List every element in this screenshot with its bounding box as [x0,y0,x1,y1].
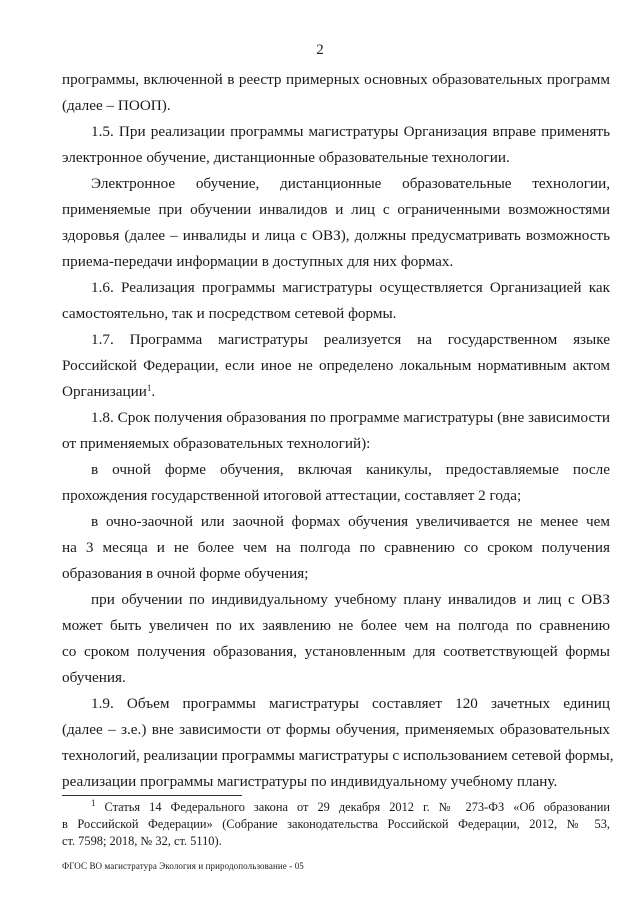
text-line: приема-передачи информации в доступных для них формах. [62,253,454,270]
paragraph-p1_9 [62,691,614,795]
footnote-line: в Российской Федерации» (Собрание законодательства Российской Федерации, 2012, № 53, [62,817,610,831]
text-line: при обучении по индивидуальному учебному плану инвалидов и лиц с ОВЗ [91,591,610,608]
text-line: на 3 месяца и не более чем на полгода по сравнению со сроком получения [62,539,610,556]
text-line: 1.7. Программа магистратуры реализуется на государственном языке [91,331,610,348]
paragraph-p1_7 [62,327,610,405]
text-line: программы, включенной в реестр примерных основных образовательных программ [62,71,610,88]
footnote [62,799,610,850]
footnote-line: $^1$ Статья 14 Федерального закона от 29 декабря 2012 г. № 273-ФЗ «Об образовании [91,798,610,814]
paragraph-p0 [62,67,610,119]
text-line: от применяемых образовательных технологий): [62,435,371,452]
paragraph-p1_5 [62,119,610,171]
text-line: реализации программы магистратуры по индивидуальному учебному плану. [62,773,558,790]
text-line: Российской Федерации, если иное не определено локальным нормативным актом [62,357,610,374]
text-line: технологий, реализации программы магистратуры с использованием сетевой формы, [62,747,614,764]
paragraph-p1_8a [62,457,610,509]
text-line: может быть увеличен по их заявлению не более чем на полгода по сравнению [62,617,610,634]
text-line: 1.8. Срок получения образования по программе магистратуры (вне зависимости [91,409,610,426]
page-footer: ФГОС ВО магистратура Экология и природопользование - 05 [62,861,304,871]
text-line: обучения. [62,669,126,686]
text-line: (далее – ПООП). [62,97,171,114]
footnote-reference: 1 [146,383,152,393]
text-line: в очной форме обучения, включая каникулы, предоставляемые после [91,461,610,478]
text-line: 1.5. При реализации программы магистратуры Организация вправе применять [91,123,610,140]
paragraph-p1_6 [62,275,610,327]
footnote-line: ст. 7598; 2018, № 32, ст. 5110). [62,834,222,848]
paragraph-p1_8c [62,587,610,691]
text-line: (далее – з.е.) вне зависимости от формы обучения, применяемых образовательных [62,721,610,738]
text-line: Организации$^1$. [62,383,156,400]
text-line: 1.9. Объем программы магистратуры составляет 120 зачетных единиц [91,695,610,712]
document-body [62,67,614,795]
text-line: электронное обучение, дистанционные образовательные технологии. [62,149,510,166]
text-line: применяемые при обучении инвалидов и лиц с ограниченными возможностями [62,201,610,218]
paragraph-p1_8 [62,405,610,457]
text-line: самостоятельно, так и посредством сетевой формы. [62,305,397,322]
text-line: в очно-заочной или заочной формах обучения увеличивается не менее чем [91,513,610,530]
text-line: образования в очной форме обучения; [62,565,309,582]
text-line: Электронное обучение, дистанционные образовательные технологии, [91,175,610,192]
text-line: со сроком получения образования, установленным для соответствующей формы [62,643,610,660]
paragraph-p1_5b [62,171,610,275]
text-line: прохождения государственной итоговой аттестации, составляет 2 года; [62,487,522,504]
page-number: 2 [316,42,324,58]
text-line: 1.6. Реализация программы магистратуры осуществляется Организацией как [91,279,610,296]
paragraph-p1_8b [62,509,610,587]
footnote-marker: 1 [91,798,96,808]
text-line: здоровья (далее – инвалиды и лица с ОВЗ), должны предусматривать возможность [62,227,610,244]
footnote-separator [62,795,242,796]
